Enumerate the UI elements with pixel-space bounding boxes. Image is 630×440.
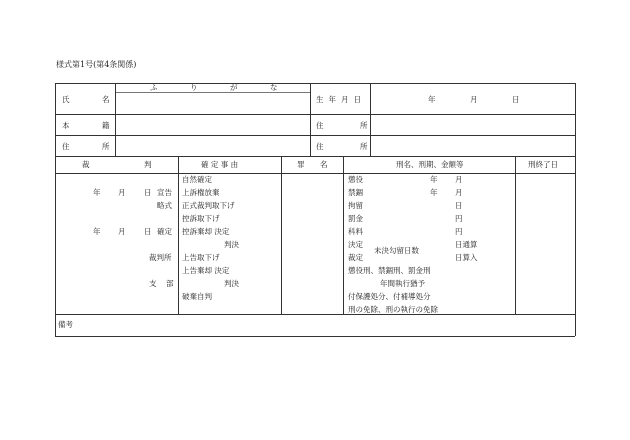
jusho-field-b[interactable] bbox=[117, 137, 307, 154]
left-court: 裁判所 bbox=[149, 253, 172, 262]
left-branch-2: 部 bbox=[166, 279, 174, 288]
keimei-line9: 懲役刑、禁錮刑、罰金刑 bbox=[348, 266, 431, 275]
left-year-unit-2: 年 bbox=[93, 227, 101, 236]
keimei-tsuki-1: 月 bbox=[455, 175, 463, 184]
keimei-kinko: 禁錮 bbox=[348, 188, 363, 197]
keimei-mikettsu: 未決勾留日数 bbox=[374, 246, 419, 255]
keimei-en-1: 円 bbox=[455, 214, 463, 223]
keimei-hi-1: 日 bbox=[455, 201, 463, 210]
header-saiban-1: 裁 bbox=[82, 160, 90, 169]
kakutei-item-shizen: 自然確定 bbox=[182, 175, 212, 184]
furigana-3: が bbox=[230, 83, 238, 92]
keimei-bakkin: 罰金 bbox=[348, 214, 363, 223]
furigana-2: り bbox=[190, 83, 198, 92]
keimei-nen-2: 年 bbox=[430, 188, 438, 197]
left-year-unit-1: 年 bbox=[93, 188, 101, 197]
left-day-unit-2: 日 bbox=[144, 227, 152, 236]
keimei-kettei: 決定 bbox=[348, 240, 363, 249]
kakutei-item-joukoku-kikyaku: 上告棄却 決定 bbox=[182, 266, 230, 275]
birth-year-unit: 年 bbox=[428, 95, 436, 104]
birth-day-unit: 日 bbox=[512, 95, 520, 104]
kakutei-item-hanketsu-2: 判決 bbox=[224, 279, 239, 288]
label-jusho-b2: 所 bbox=[102, 142, 110, 151]
kakutei-item-hanketsu-1: 判決 bbox=[224, 240, 239, 249]
left-month-unit-2: 月 bbox=[118, 227, 126, 236]
jusho-field-c[interactable] bbox=[372, 137, 572, 154]
label-birthdate: 生年月日 bbox=[316, 95, 366, 104]
keimei-line10: 年間執行猶予 bbox=[380, 279, 425, 288]
label-jusho-c2: 所 bbox=[360, 142, 368, 151]
keimei-sannyu: 日算入 bbox=[455, 253, 478, 262]
keimei-kouryu: 拘留 bbox=[348, 201, 363, 210]
header-kakutei: 確 定 事 由 bbox=[201, 160, 239, 169]
kakutei-item-kouso-torisage: 控訴取下げ bbox=[182, 214, 220, 223]
label-honseki-1: 本 bbox=[62, 121, 70, 130]
label-biko: 備考 bbox=[58, 320, 73, 329]
label-shimei-1: 氏 bbox=[62, 95, 70, 104]
header-zaimei-1: 罪 bbox=[297, 160, 305, 169]
left-ryakushiki: 略式 bbox=[157, 201, 172, 210]
keimei-karyo: 科料 bbox=[348, 227, 363, 236]
label-jusho-a2: 所 bbox=[360, 121, 368, 130]
keimei-line12: 刑の免除、刑の執行の免除 bbox=[348, 305, 438, 314]
label-honseki-2: 籍 bbox=[102, 121, 110, 130]
biko-field[interactable] bbox=[82, 316, 572, 334]
label-jusho-a1: 住 bbox=[316, 121, 324, 130]
left-kakutei: 確定 bbox=[157, 227, 172, 236]
label-shimei-2: 名 bbox=[102, 95, 110, 104]
kakutei-item-seishiki: 正式裁判取下げ bbox=[182, 201, 235, 210]
left-sentence: 宣告 bbox=[157, 188, 172, 197]
form-title: 様式第1号(第4条関係) bbox=[56, 60, 137, 69]
kakutei-item-jouso-houki: 上訴権放棄 bbox=[182, 188, 220, 197]
keimei-nen-1: 年 bbox=[430, 175, 438, 184]
keimei-en-2: 円 bbox=[455, 227, 463, 236]
birth-month-unit: 月 bbox=[470, 95, 478, 104]
name-field[interactable] bbox=[117, 95, 307, 113]
shuryo-field[interactable] bbox=[518, 175, 572, 311]
kakutei-item-joukoku-torisage: 上告取下げ bbox=[182, 253, 220, 262]
kakutei-item-kouso-kikyaku: 控訴棄却 決定 bbox=[182, 227, 230, 236]
left-branch-1: 支 bbox=[149, 279, 157, 288]
kakutei-item-haki-jihan: 破棄自判 bbox=[182, 292, 212, 301]
keimei-line11: 付保護処分、付補導処分 bbox=[348, 292, 431, 301]
zaimei-field[interactable] bbox=[284, 175, 340, 311]
keimei-tsuki-2: 月 bbox=[455, 188, 463, 197]
left-month-unit-1: 月 bbox=[118, 188, 126, 197]
honseki-field[interactable] bbox=[117, 116, 307, 133]
label-jusho-c1: 住 bbox=[316, 142, 324, 151]
header-keimei: 刑名、刑期、金額等 bbox=[396, 160, 464, 169]
keimei-saitei: 裁定 bbox=[348, 253, 363, 262]
header-zaimei-2: 名 bbox=[320, 160, 328, 169]
left-day-unit-1: 日 bbox=[144, 188, 152, 197]
jusho-field-a[interactable] bbox=[372, 116, 572, 133]
keimei-choueki: 懲役 bbox=[348, 175, 363, 184]
label-jusho-b1: 住 bbox=[62, 142, 70, 151]
furigana-4: な bbox=[270, 83, 278, 92]
header-saiban-2: 判 bbox=[144, 160, 152, 169]
furigana-1: ふ bbox=[150, 83, 158, 92]
header-shuryo: 刑終了日 bbox=[528, 160, 558, 169]
keimei-tsusan: 日通算 bbox=[455, 240, 478, 249]
